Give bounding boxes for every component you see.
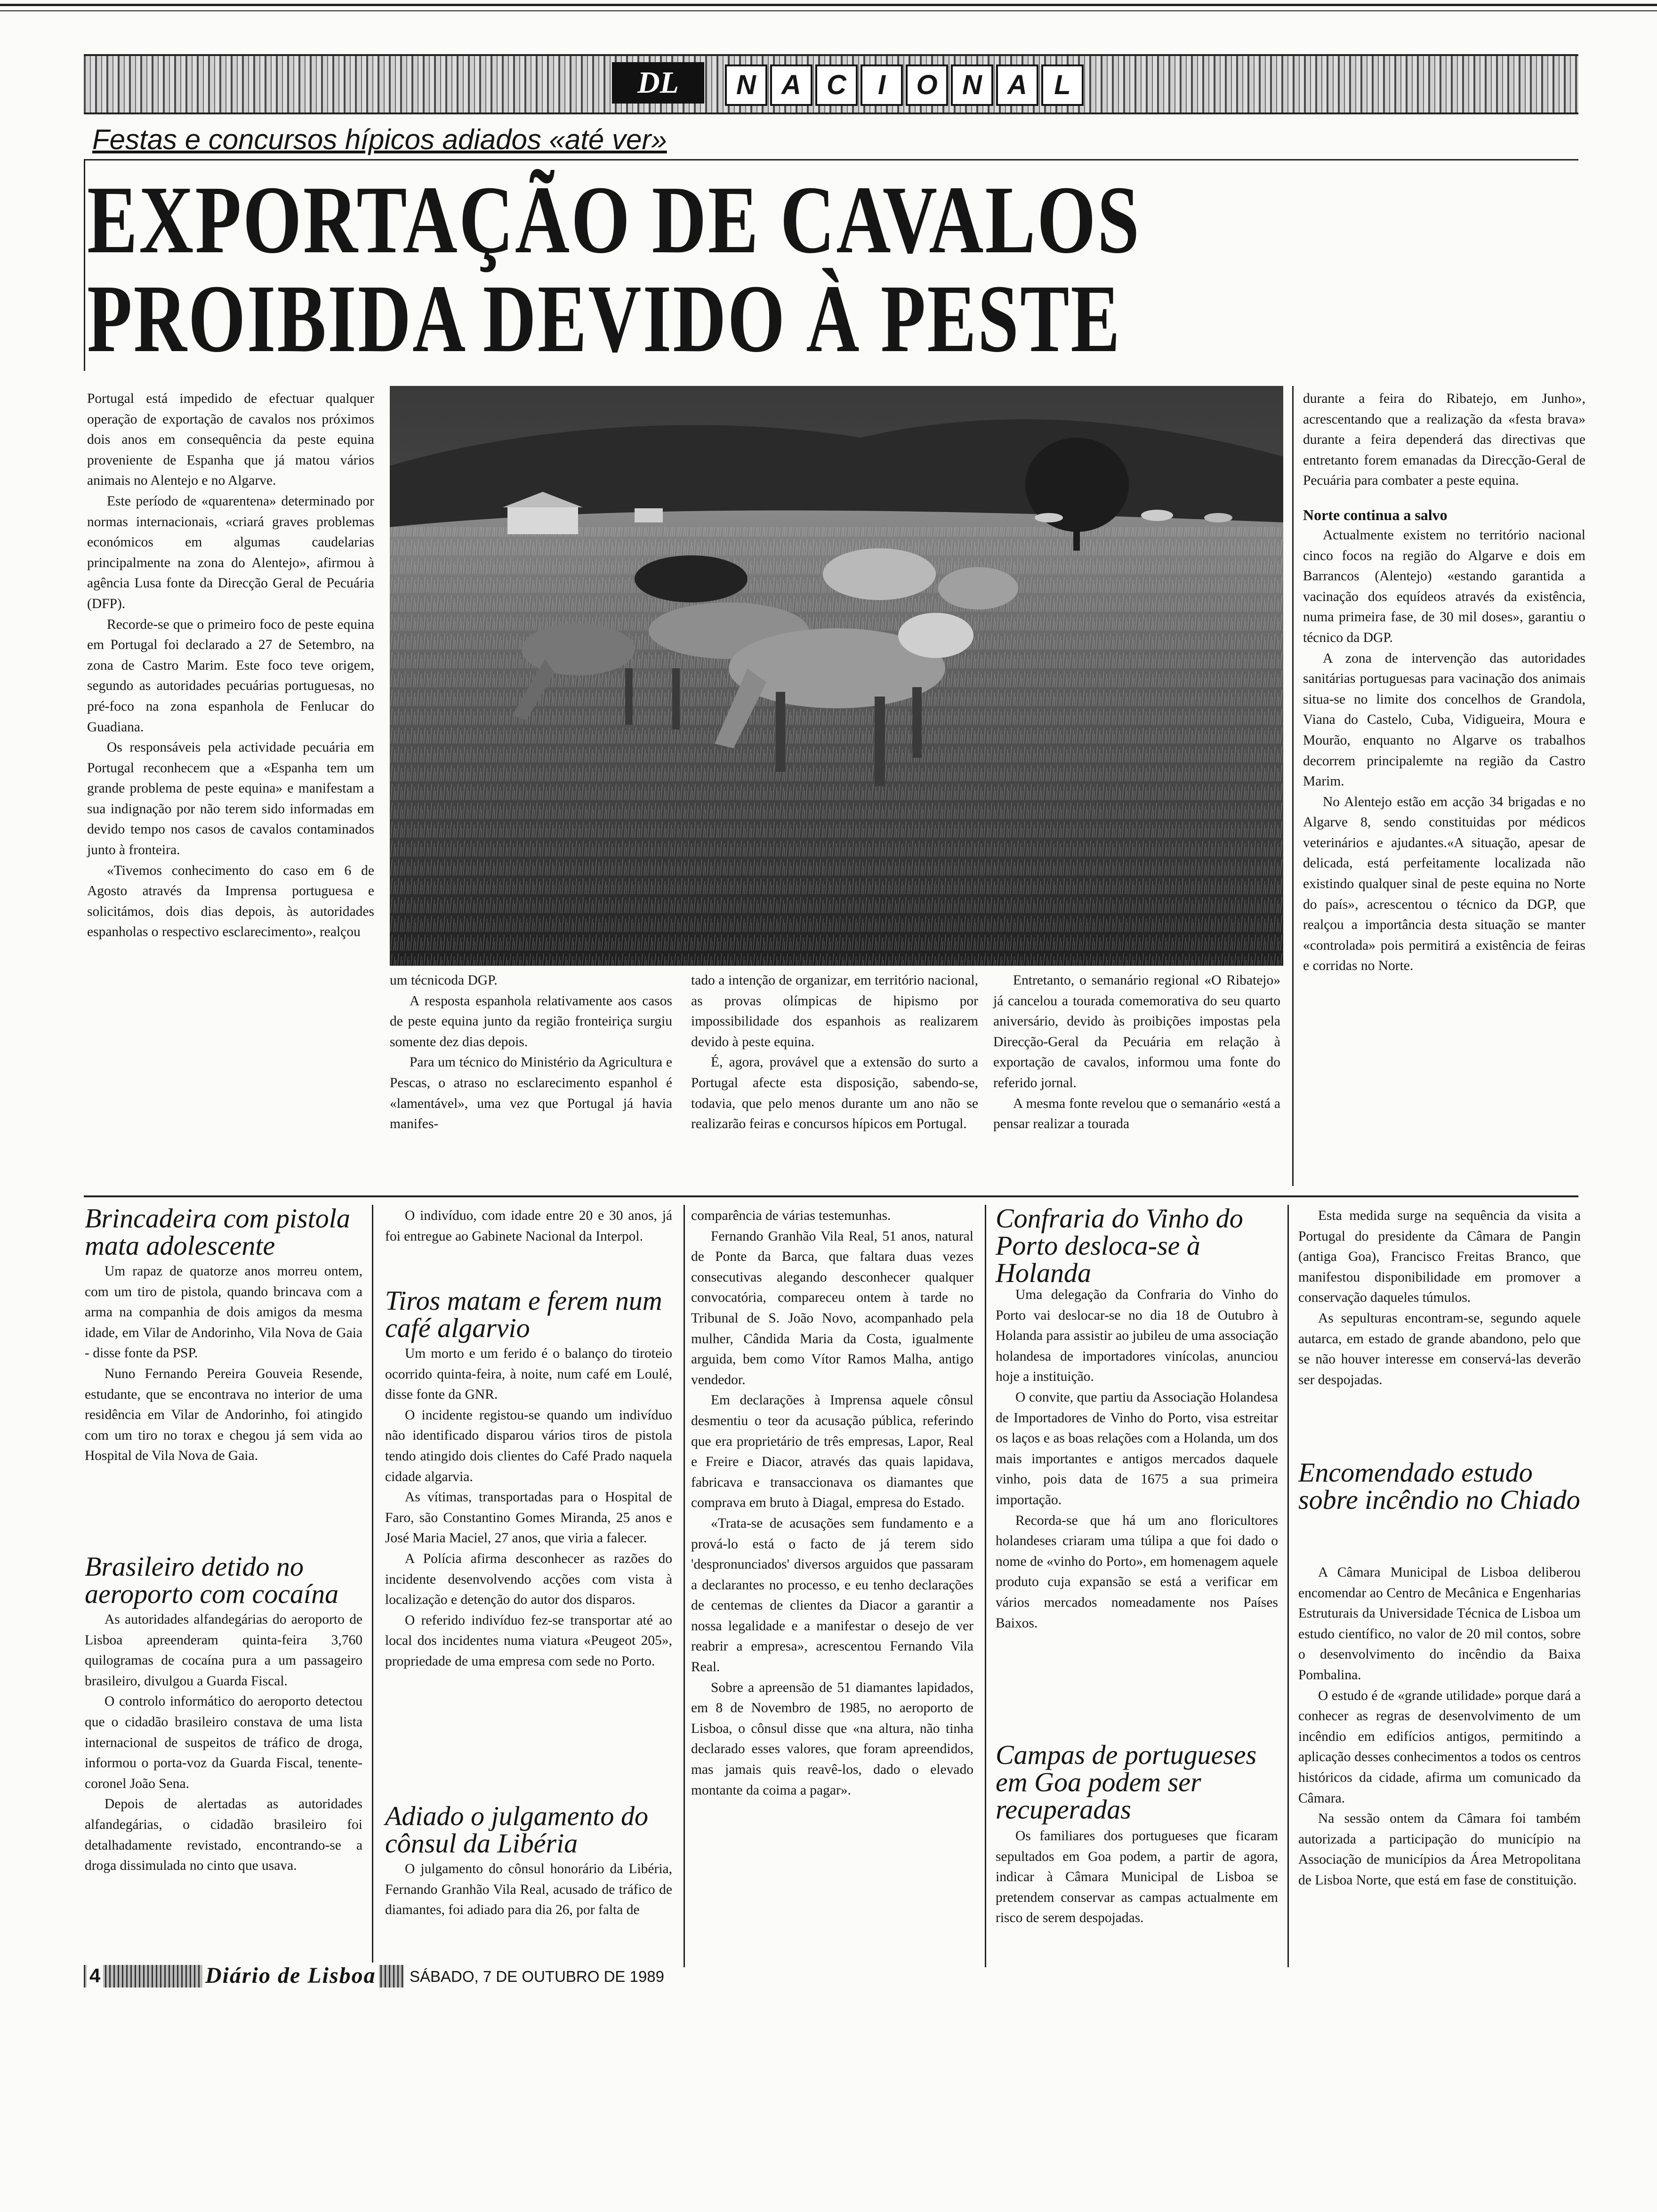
main-paragraph: Para um técnico do Ministério da Agricultura e Pescas, o atraso no esclarecimento espanhol é «lamentável», uma vez que Portugal já havia manifes- [390,1055,672,1132]
main-paragraph: É, agora, provável que a extensão do surto a Portugal afecte esta disposição, sabendo-se, todavia, que pelo menos durante um ano não se realizarão feiras e concursos hípicos em Portugal. [691,1055,978,1132]
brief-paragraph: Sobre a apreensão de 51 diamantes lapidados, em 8 de Novembro de 1985, no aeroporto de Lisboa, o cônsul disse que «na altura, não tinha declarado esses valores, que foram apreendidos, mas jamais quis reavê-los, dado o elevado montante da coima a pagar». [691,1680,973,1798]
kicker-rule [84,159,1578,160]
brief-paragraph: Depois de alertadas as autoridades alfandegárias, o cidadão brasileiro foi detalhadamente revistado, encontrando-se a droga dissimulada no cinto que usava. [85,1796,362,1874]
brief-paragraph: Em declarações à Imprensa aquele cônsul desmentiu o teor da acusação pública, referindo que era proprietário de três empresas, Lapor, Real e Freire e Diacor, através das quais lapidava, fabricava e transaccionava os diamantes que comprava em bruto à Diagal, empresa do Estado. [691,1393,973,1511]
brief-paragraph: Uma delegação da Confraria do Vinho do Porto vai deslocar-se no dia 18 de Outubro à Holanda para assistir ao jubileu de uma associação holandesa de importadores vinícolas, anunciou hoje a instituição. [996,1287,1278,1385]
brief-paragraph: «Trata-se de acusações sem fundamento e a prová-lo está o facto de já terem sido 'despronunciados' diversos arguidos que passaram a declarantes no processo, e eu tenho declarações de centemas de clientes da Diacor a garantir a nossa legalidade e a manifestar o desejo de ver reabrir a empresa», acrescentou Fernando Vila Real. [691,1515,973,1675]
main-paragraph: Recorde-se que o primeiro foco de peste equina em Portugal foi declarado a 27 de Setembro, na zona de Castro Marim. Este foco teve origem, segundo as autoridades pecuárias portuguesas, no pré-foco na zona espanhola de Fenlucar do Guadiana. [87,617,374,735]
brief-col-4b [996,1826,1278,1929]
main-col-1 [87,389,374,943]
main-paragraph: tado a intenção de organizar, em território nacional, as provas olímpicas de hipismo por impossibilidade dos espanhois as realizarem devido à peste equina. [691,973,978,1050]
brief-paragraph: A Câmara Municipal de Lisboa deliberou encomendar ao Centro de Mecânica e Engenharias Estruturais da Universidade Técnica de Lisboa um estudo científico, no valor de 20 mil contos, sobre o desenvolvimento do incêndio da Baixa Pombalina. [1298,1565,1581,1683]
main-paragraph: Este período de «quarentena» determinado por normas internacionais, «criará graves problemas económicos em algumas caudelarias principalmente na zona do Alentejo», afirmou à agência Lusa fonte da Direcção Geral de Pecuária (DFP). [87,493,374,611]
brief-title: Encomendado estudo sobre incêndio no Chiado [1298,1457,1580,1515]
main-paragraph: «Tivemos conhecimento do caso em 6 de Agosto através da Imprensa portuguesa e solicitámos, dois dias depois, às autoridades espanholas o respectivo esclarecimento», realçou [87,863,374,940]
issue-date: SÁBADO, 7 DE OUTUBRO DE 1989 [410,1968,665,1985]
top-rule-thin [0,10,1657,11]
section-letter-box: C [815,64,858,106]
main-col-5 [1303,389,1585,977]
headline-box-left [84,160,85,371]
brief-paragraph: Na sessão ontem da Câmara foi também autorizada a participação do município na Associação de municípios da Área Metropolitana de Lisboa Norte, que está em fase de constituição. [1298,1811,1581,1888]
horses-grazing-photo [390,386,1283,966]
main-col-3 [691,970,978,1135]
page-number: 4 [87,1964,103,1988]
brief-col-5a [1298,1206,1581,1390]
column-rule [1292,386,1294,1186]
brief-paragraph: Recorda-se que há um ano floricultores holandeses criaram uma túlipa a que foi dado o nome de «vinho do Porto», em homenagem aquele produto cuja expansão se está a verificar em vários mercados nomeadamente nos Países Baixos. [996,1513,1278,1631]
section-letter-box: N [951,64,993,106]
subhead-norte: Norte continua a salvo [1303,506,1448,523]
column-rule [372,1205,373,1967]
brief-paragraph: Nuno Fernando Pereira Gouveia Resende, estudante, que se encontrava no interior de uma residência em Vilar de Andorinho, foi atingido com um tiro no torax e chegou já sem vida ao Hospital de Vila Nova de Gaia. [85,1366,362,1464]
section-letter-box: L [1041,64,1084,106]
main-paragraph: A mesma fonte revelou que o semanário «está a pensar realizar a tourada [993,1096,1280,1132]
main-paragraph: durante a feira do Ribatejo, em Junho», acrescentando que a realização da «festa brava» durante a feira dependerá das directivas que entretanto forem emanadas da Direcção-Geral de Pecuária para combater a peste equina. [1303,391,1585,489]
brief-paragraph: A Polícia afirma desconhecer as razões do incidente desenvolvendo acções com vista à localização e detenção do autor dos disparos. [385,1551,672,1608]
brief-paragraph: comparência de várias testemunhas. [691,1208,891,1223]
brief-paragraph: Um morto e um ferido é o balanço do tiroteio ocorrido quinta-feira, à noite, num café em Loulé, disse fonte da GNR. [385,1346,672,1403]
brief-col-1a [85,1261,362,1467]
brief-col-2a [385,1206,672,1247]
column-rule [1287,1205,1289,1967]
kicker: Festas e concursos hípicos adiados «até ver» [92,124,667,155]
brief-paragraph: O controlo informático do aeroporto detectou que o cidadão brasileiro constava de uma lista internacional de suspeitos de tráfico de droga, informou o porta-voz da Guarda Fiscal, tenente-coronel João Sena. [85,1694,362,1791]
brief-paragraph: O estudo é de «grande utilidade» porque dará a conhecer as regras de desenvolvimento de um incêndio em edifícios antigos, permitindo a aplicação desses conhecimentos a todos os centros históricos da cidade, afirma um comunicado da Câmara. [1298,1688,1581,1806]
brief-col-1b [85,1610,362,1876]
brief-paragraph: Um rapaz de quatorze anos morreu ontem, com um tiro de pistola, quando brincava com a arma na companhia de dois amigos da mesma idade, em Vilar de Andorinho, Vila Nova de Gaia - disse fonte da PSP. [85,1264,362,1361]
brief-title: Confraria do Vinho do Porto desloca-se à Holanda [996,1203,1243,1288]
brief-paragraph: As vítimas, transportadas para o Hospital de Faro, são Constantino Gomes Miranda, 25 anos e José Maria Maciel, 27 anos, que viria a falecer. [385,1490,672,1546]
main-paragraph: Actualmente existem no território nacional cinco focos na região do Algarve e dois em Barrancos (Alentejo) «estando garantida a vacinação dos equídeos através da existência, numa primeira fase, de 30 mil doses», garantiu o técnico da DGP. [1303,527,1585,645]
brief-paragraph: As sepulturas encontram-se, segundo aquele autarca, em estado de grande abandono, pelo que se não houver interesse em conservá-las deverão ser despojadas. [1298,1310,1581,1387]
section-letter-box: A [770,64,812,106]
brief-col-5b [1298,1563,1581,1891]
brief-col-2b [385,1344,672,1672]
dl-logo: DL [612,62,704,104]
main-paragraph: Entretanto, o semanário regional «O Ribatejo» já cancelou a tourada comemorativa do seu quarto aniversário, devido às proibições impostas pela Direcção-Geral da Pecuária em relação à exportação de cavalos, informou uma fonte do referido jornal. [993,973,1280,1090]
section-letter-box: I [861,64,903,106]
brief-paragraph: O indivíduo, com idade entre 20 e 30 anos, já foi entregue ao Gabinete Nacional da Interpol. [385,1208,672,1244]
headline-line-1: EXPORTAÇÃO DE CAVALOS [87,166,1141,273]
brief-title: Tiros matam e ferem num café algarvio [385,1285,662,1343]
brief-col-4a [996,1285,1278,1634]
brief-col-2c [385,1859,672,1921]
section-letter-box: O [906,64,948,106]
section-letter-box: N [725,64,767,106]
brief-title: Brincadeira com pistola mata adolescente [85,1203,350,1261]
brief-paragraph: O julgamento do cônsul honorário da Libéria, Fernando Granhão Vila Real, acusado de tráfico de diamantes, foi adiado para dia 26, por falta de [385,1861,672,1918]
brief-paragraph: Os familiares dos portugueses que ficaram sepultados em Goa podem, a partir de agora, indicar à Câmara Municipal de Lisboa se pretendem conservar as campas actualmente em risco de serem despojadas. [996,1828,1278,1926]
main-col-2 [390,970,672,1135]
brief-title: Brasileiro detido no aeroporto com cocaína [85,1551,339,1609]
column-rule [985,1205,986,1967]
main-col-4 [993,970,1280,1135]
brief-paragraph: Esta medida surge na sequência da visita a Portugal do presidente da Câmara de Pangin (antiga Goa), Francisco Freitas Branco, que manifestou disponibilidade em promover a conservação daqueles túmulos. [1298,1208,1581,1306]
brief-title: Adiado o julgamento do cônsul da Libéria [385,1801,649,1859]
main-paragraph: A zona de intervenção das autoridades sanitárias portuguesas para vacinação dos animais situa-se no limite dos concelhos de Grandola, Viana do Castelo, Cuba, Vidigueira, Moura e Mourão, enquanto no Algarve os trabalhos decorrem principalemte na região da Castro Marim. [1303,650,1585,789]
brief-paragraph: As autoridades alfandegárias do aeroporto de Lisboa apreenderam quinta-feira 3,760 quilogramas de cocaína pura a um passageiro brasileiro, divulgou a Guarda Fiscal. [85,1612,362,1689]
brief-paragraph: O incidente registou-se quando um indivíduo não identificado disparou vários tiros de pistola tendo atingido dois clientes do Café Prado naquela cidade algarvia. [385,1407,672,1484]
headline-line-2: PROIBIDA DEVIDO À PESTE [87,264,1121,372]
section-letter-box: A [996,64,1038,106]
horses-photo-graphic [390,386,1283,966]
story-bottom-rule [84,1195,1578,1197]
brief-paragraph: O referido indivíduo fez-se transportar até ao local dos incidentes numa viatura «Peugeot 205», propriedade de uma empresa com sede no Porto. [385,1612,672,1669]
main-paragraph: um técnicoda DGP. [390,973,498,988]
main-paragraph: No Alentejo estão em acção 34 brigadas e no Algarve 8, sendo constituidas por médicos veterinários e ajudantes.«A situação, apesar de delicada, está perfeitamente localizada não existindo qualquer sinal de peste equina no Norte do país», acrescentou o técnico da DGP, que realçou a importância desta situação se manter «controlada» pois permitirá a existência de feiras e corridas no Norte. [1303,794,1585,974]
brief-title: Campas de portugueses em Goa podem ser recuperadas [996,1739,1257,1825]
column-rule [684,1205,685,1967]
brief-paragraph: Fernando Granhão Vila Real, 51 anos, natural de Ponte da Barca, que faltara duas vezes consecutivas alegando desconhecer qualquer convocatória, compareceu ontem à tarde no Tribunal de S. João Novo, acompanhado pela mulher, Cândida Maria da Costa, igualmente arguida, bem como Vítor Ramos Malha, antigo vendedor. [691,1228,973,1387]
brief-paragraph: O convite, que partiu da Associação Holandesa de Importadores de Vinho do Porto, visa estreitar os laços e as boas relações com a Holanda, um dos mais importantes e antigos mercados daquele vinho, pois data de 1675 a sua primeira importação. [996,1389,1278,1507]
main-paragraph: Os responsáveis pela actividade pecuária em Portugal reconhecem que a «Espanha tem um grande problema de peste equina» e manifestam a sua indignação por não terem sido informadas em devido tempo nos casos de cavalos contaminados junto à fronteira. [87,740,374,858]
masthead: Diário de Lisboa [202,1963,379,1989]
top-rule [0,4,1657,6]
main-paragraph: A resposta espanhola relativamente aos casos de peste equina junto da região fronteiriça surgiu somente dez dias depois. [390,993,672,1050]
brief-col-3 [691,1206,973,1801]
main-paragraph: Portugal está impedido de efectuar qualquer operação de exportação de cavalos nos próximos dois anos em consequência da peste equina proveniente de Espanha que já matou vários animais no Alentejo e no Algarve. [87,391,374,489]
